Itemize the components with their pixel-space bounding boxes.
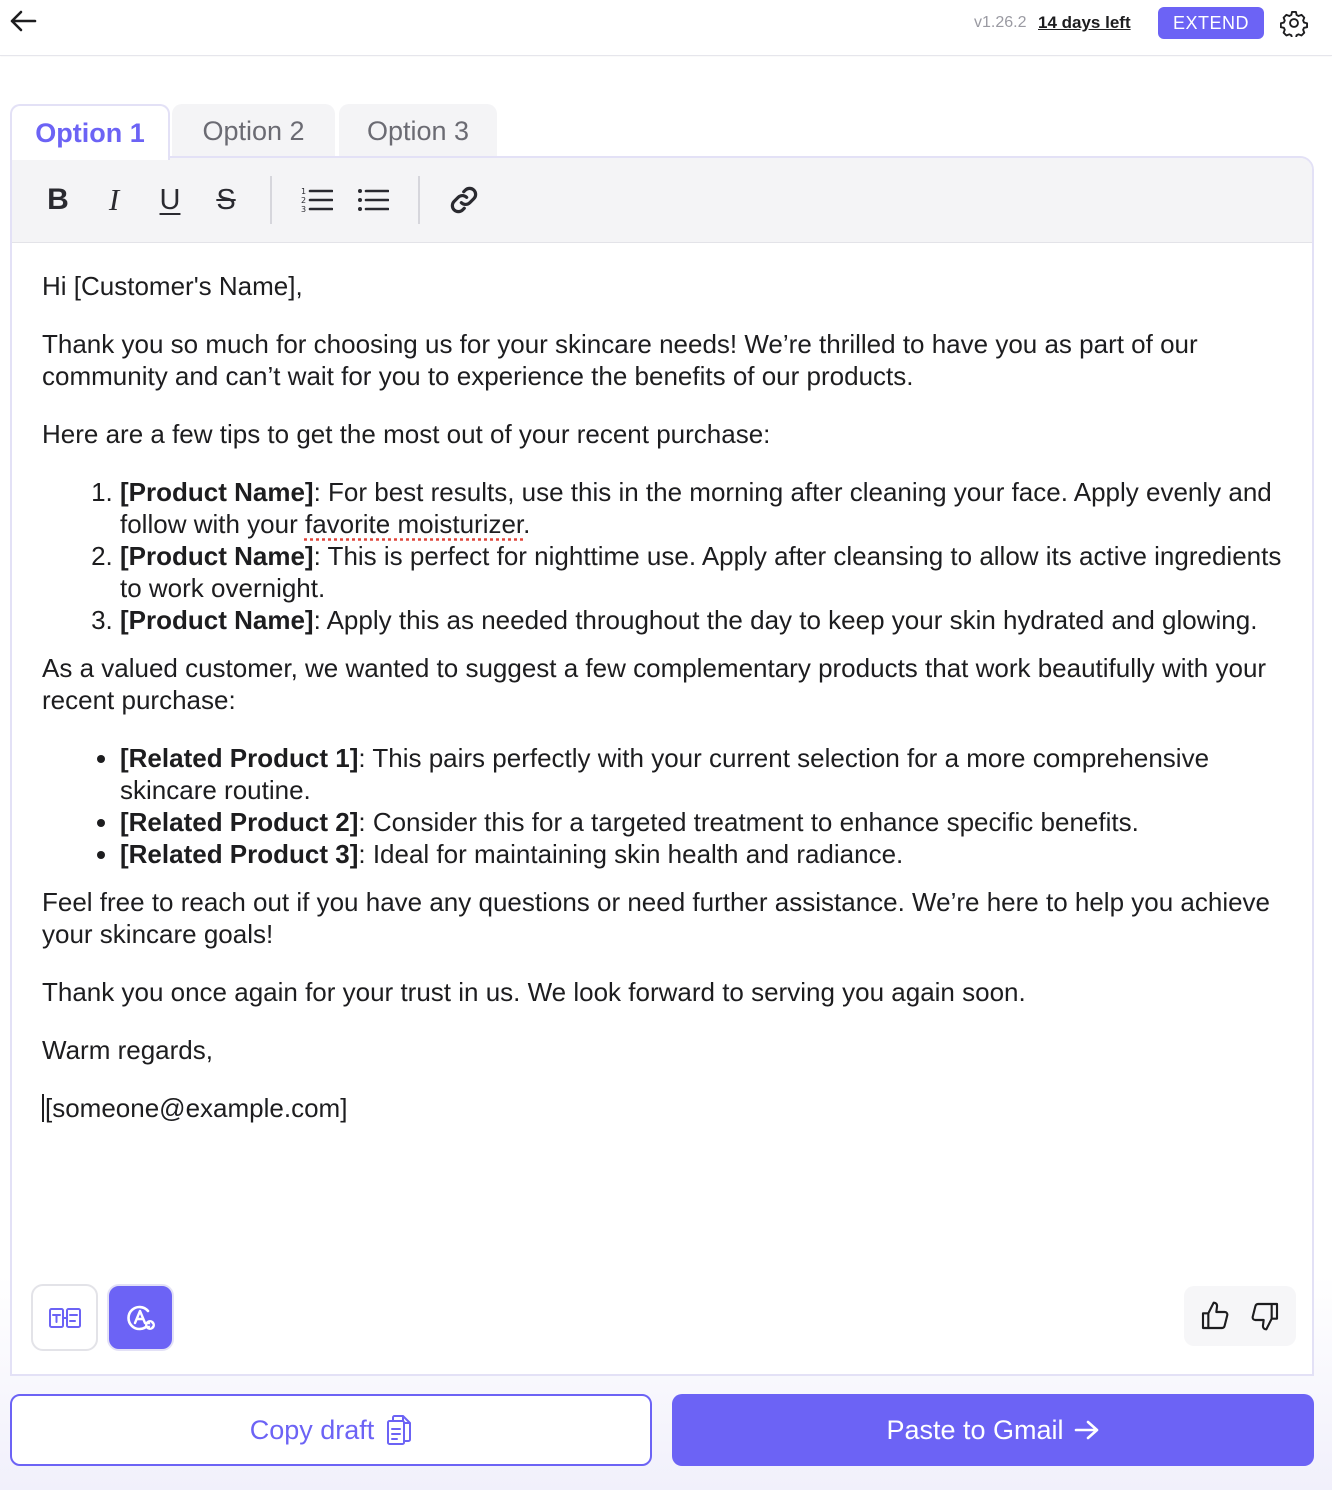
tab-option-2[interactable]: Option 2	[172, 104, 335, 158]
spelling-flag[interactable]: favorite moisturizer	[304, 509, 524, 539]
list-item: • [Related Product 2]: Consider this for a targeted treatment to enhance specific benefits.	[120, 806, 1292, 838]
numbered-list-button[interactable]	[297, 180, 337, 220]
ai-rewrite-icon	[124, 1301, 158, 1335]
email-body[interactable]	[42, 270, 1292, 1150]
bold-button[interactable]	[38, 180, 78, 220]
link-icon	[448, 184, 480, 216]
thumbs-up-button[interactable]	[1195, 1296, 1235, 1336]
list-item: 1. [Product Name]: For best results, use this in the morning after cleaning your face. Apply evenly and follow with your favorite moisturizer.	[120, 476, 1292, 540]
related-products-list	[120, 742, 1292, 870]
product-name: [Product Name]	[120, 477, 314, 507]
list-item: 3. [Product Name]: Apply this as needed throughout the day to keep your skin hydrated and glowing.	[120, 604, 1292, 636]
tab-option-1[interactable]: Option 1	[10, 104, 170, 160]
paste-to-gmail-label: Paste to Gmail	[886, 1414, 1064, 1445]
copy-draft-label: Copy draft	[249, 1414, 375, 1445]
strikethrough-icon: S	[216, 183, 236, 216]
thumbs-down-button[interactable]	[1245, 1296, 1285, 1336]
signature: [someone@example.com]	[45, 1093, 348, 1123]
gear-icon	[1280, 9, 1308, 37]
bulleted-list-button[interactable]	[353, 180, 393, 220]
translate-icon	[49, 1306, 81, 1330]
toolbar-divider	[270, 176, 272, 224]
signoff: Warm regards,	[42, 1035, 213, 1065]
related-product-name: [Related Product 1]	[120, 743, 359, 773]
list-item: • [Related Product 3]: Ideal for maintaining skin health and radiance.	[120, 838, 1292, 870]
signature-line	[42, 1092, 1292, 1124]
email-editor	[10, 156, 1314, 1376]
greeting: Hi [Customer's Name],	[42, 271, 303, 301]
tips-list	[120, 476, 1292, 636]
related-product-name: [Related Product 3]	[120, 839, 359, 869]
thumbs-down-icon	[1249, 1300, 1281, 1332]
numbered-list-icon	[301, 185, 333, 215]
translate-button[interactable]	[31, 1284, 98, 1351]
toolbar-divider	[418, 176, 420, 224]
extend-button[interactable]: EXTEND	[1158, 7, 1264, 39]
italic-button[interactable]	[94, 180, 134, 220]
svg-text:2: 2	[301, 196, 307, 205]
paste-to-gmail-button[interactable]	[672, 1394, 1314, 1466]
svg-text:1: 1	[301, 187, 307, 196]
link-button[interactable]	[444, 180, 484, 220]
text-caret	[42, 1094, 44, 1122]
underline-icon: U	[159, 183, 181, 216]
copy-icon	[386, 1414, 412, 1446]
tab-option-3[interactable]: Option 3	[339, 104, 497, 158]
tips-intro: Here are a few tips to get the most out of your recent purchase:	[42, 419, 771, 449]
arrow-right-icon	[1074, 1419, 1100, 1441]
feedback-group	[1184, 1286, 1296, 1346]
settings-button[interactable]	[1278, 7, 1310, 39]
version-label: v1.26.2	[974, 14, 1027, 31]
product-name: [Product Name]	[120, 541, 314, 571]
top-bar	[0, 0, 1332, 56]
intro-paragraph: Thank you so much for choosing us for your skincare needs! We’re thrilled to have you as part of our community and can’t wait for you to experience the benefits of our products.	[42, 329, 1198, 391]
svg-text:3: 3	[301, 205, 307, 214]
list-item: • [Related Product 1]: This pairs perfectly with your current selection for a more comprehensive skincare routine.	[120, 742, 1292, 806]
underline-button[interactable]	[150, 180, 190, 220]
outro-paragraph: Feel free to reach out if you have any questions or need further assistance. We’re here to help you achieve your skincare goals!	[42, 887, 1271, 949]
thanks-paragraph: Thank you once again for your trust in us. We look forward to serving you again soon.	[42, 977, 1026, 1007]
related-intro: As a valued customer, we wanted to suggest a few complementary products that work beautifully with your recent purchase:	[42, 653, 1267, 715]
copy-draft-button[interactable]	[10, 1394, 652, 1466]
bold-icon: B	[47, 183, 69, 216]
bulleted-list-icon	[357, 185, 389, 215]
ai-rewrite-button[interactable]	[107, 1284, 174, 1351]
product-name: [Product Name]	[120, 605, 314, 635]
thumbs-up-icon	[1199, 1300, 1231, 1332]
strikethrough-button[interactable]	[206, 180, 246, 220]
arrow-left-icon	[9, 9, 37, 33]
trial-days-left-link[interactable]: 14 days left	[1038, 13, 1131, 32]
formatting-toolbar	[12, 158, 1312, 243]
list-item: 2. [Product Name]: This is perfect for nighttime use. Apply after cleansing to allow its active ingredients to work overnight.	[120, 540, 1292, 604]
back-button[interactable]	[6, 6, 40, 36]
related-product-name: [Related Product 2]	[120, 807, 359, 837]
italic-icon: I	[108, 182, 120, 217]
